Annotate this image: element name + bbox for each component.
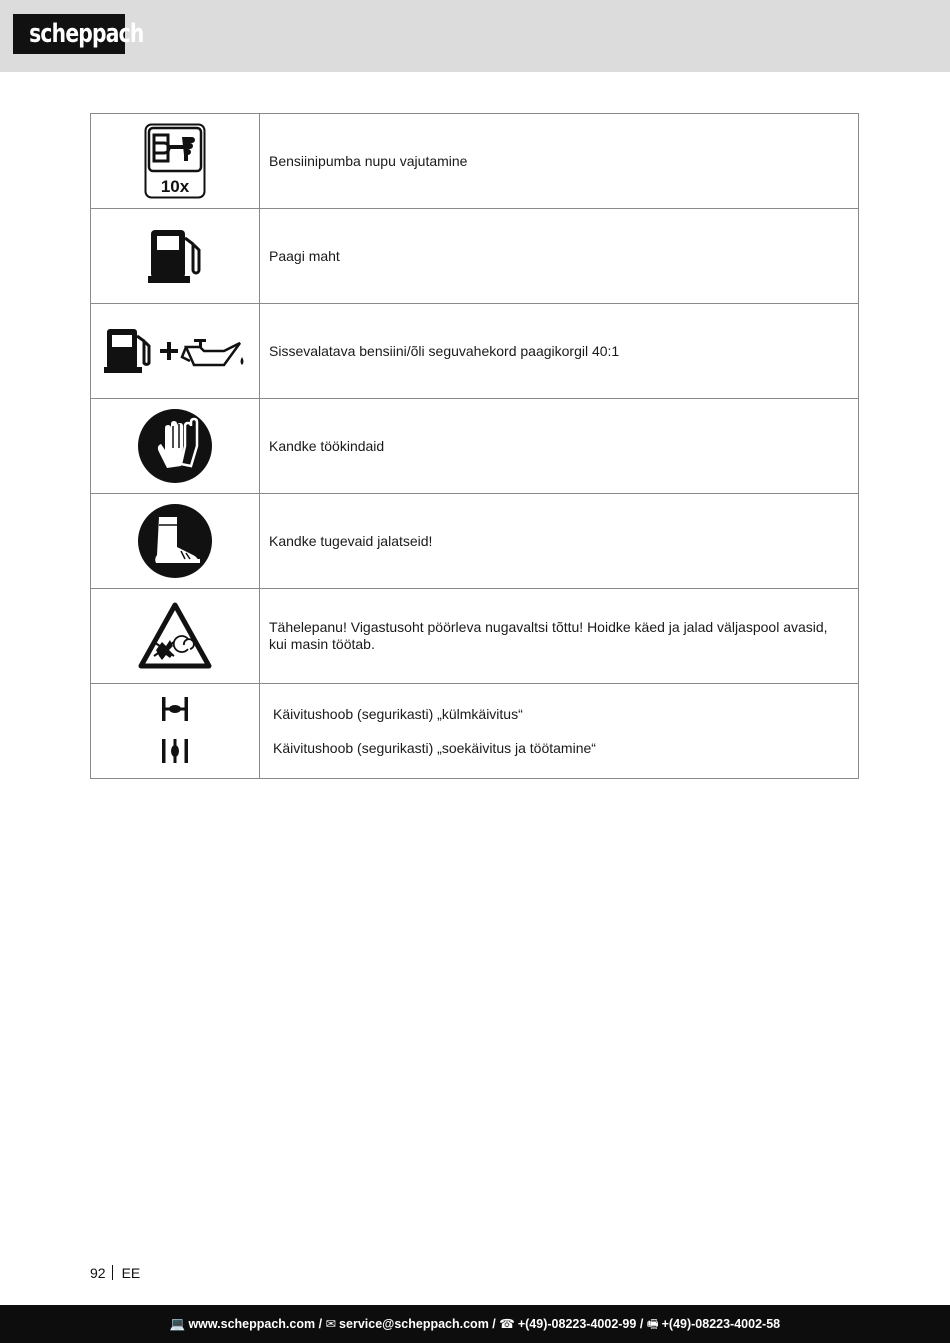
row-description: Bensiinipumba nupu vajutamine xyxy=(260,114,859,209)
row-description: Kandke töökindaid xyxy=(260,399,859,494)
icon-cell xyxy=(91,589,260,684)
table-row xyxy=(91,684,859,779)
phone-icon: ☎ xyxy=(499,1317,515,1331)
footer-phone: +(49)-08223-4002-99 xyxy=(517,1317,637,1331)
row-description: Kandke tugevaid jalatseid! xyxy=(260,494,859,589)
icon-cell xyxy=(91,114,260,209)
oil-can-icon xyxy=(182,339,244,365)
choke-warm-start-text: Käivitushoob (segurikasti) „soekäivitus ja töötamine“ xyxy=(273,739,596,756)
footer-separator: / xyxy=(492,1317,496,1331)
page-number-value: 92 xyxy=(90,1265,106,1281)
rotating-blade-warning-icon xyxy=(138,602,212,670)
choke-cold-start-text: Käivitushoob (segurikasti) „külmkäivitus“ xyxy=(273,705,523,722)
laptop-icon: 💻 xyxy=(169,1317,186,1331)
footer-fax: +(49)-08223-4002-58 xyxy=(661,1317,781,1331)
email-icon: ✉ xyxy=(325,1317,337,1331)
choke-open-icon xyxy=(162,739,188,763)
icon-cell xyxy=(91,399,260,494)
row-description: Sissevalatava bensiini/õli seguvahekord paagikorgil 40:1 xyxy=(260,304,859,399)
symbols-table xyxy=(90,113,859,779)
gloves-icon xyxy=(137,408,213,484)
primer-count-label: 10x xyxy=(160,177,190,196)
footer-separator: / xyxy=(639,1317,644,1331)
table-row xyxy=(91,209,859,304)
scheppach-logo: scheppach xyxy=(13,14,125,54)
page-number-divider xyxy=(112,1265,113,1280)
plus-icon xyxy=(160,342,178,360)
footer-separator: / xyxy=(318,1317,323,1331)
table-row xyxy=(91,114,859,209)
table-row xyxy=(91,494,859,589)
table-row xyxy=(91,589,859,684)
row-description: Paagi maht xyxy=(260,209,859,304)
table-row xyxy=(91,304,859,399)
fuel-pump-icon xyxy=(104,329,149,373)
choke-closed-icon xyxy=(162,697,188,721)
page-number xyxy=(90,1265,140,1281)
fuel-pump-primer-10x-icon xyxy=(144,123,206,199)
page-header xyxy=(0,0,950,72)
row-description xyxy=(260,684,859,779)
fax-icon: 🖷 xyxy=(646,1317,659,1331)
footer-email[interactable]: service@scheppach.com xyxy=(339,1317,489,1331)
choke-lever-icon xyxy=(160,695,190,767)
safety-boot-icon xyxy=(137,503,213,579)
icon-cell xyxy=(91,494,260,589)
footer-website[interactable]: www.scheppach.com xyxy=(188,1317,316,1331)
row-description: Tähelepanu! Vigastusoht pöörleva nugavaltsi tõttu! Hoidke käed ja jalad väljaspool avasid, kui masin töötab. xyxy=(260,589,859,684)
page-language: EE xyxy=(121,1265,141,1281)
icon-cell xyxy=(91,304,260,399)
table-row xyxy=(91,399,859,494)
icon-cell xyxy=(91,684,260,779)
page-footer xyxy=(0,1305,950,1343)
icon-cell xyxy=(91,209,260,304)
fuel-pump-icon xyxy=(148,228,202,284)
fuel-plus-oil-can-icon xyxy=(104,327,246,375)
